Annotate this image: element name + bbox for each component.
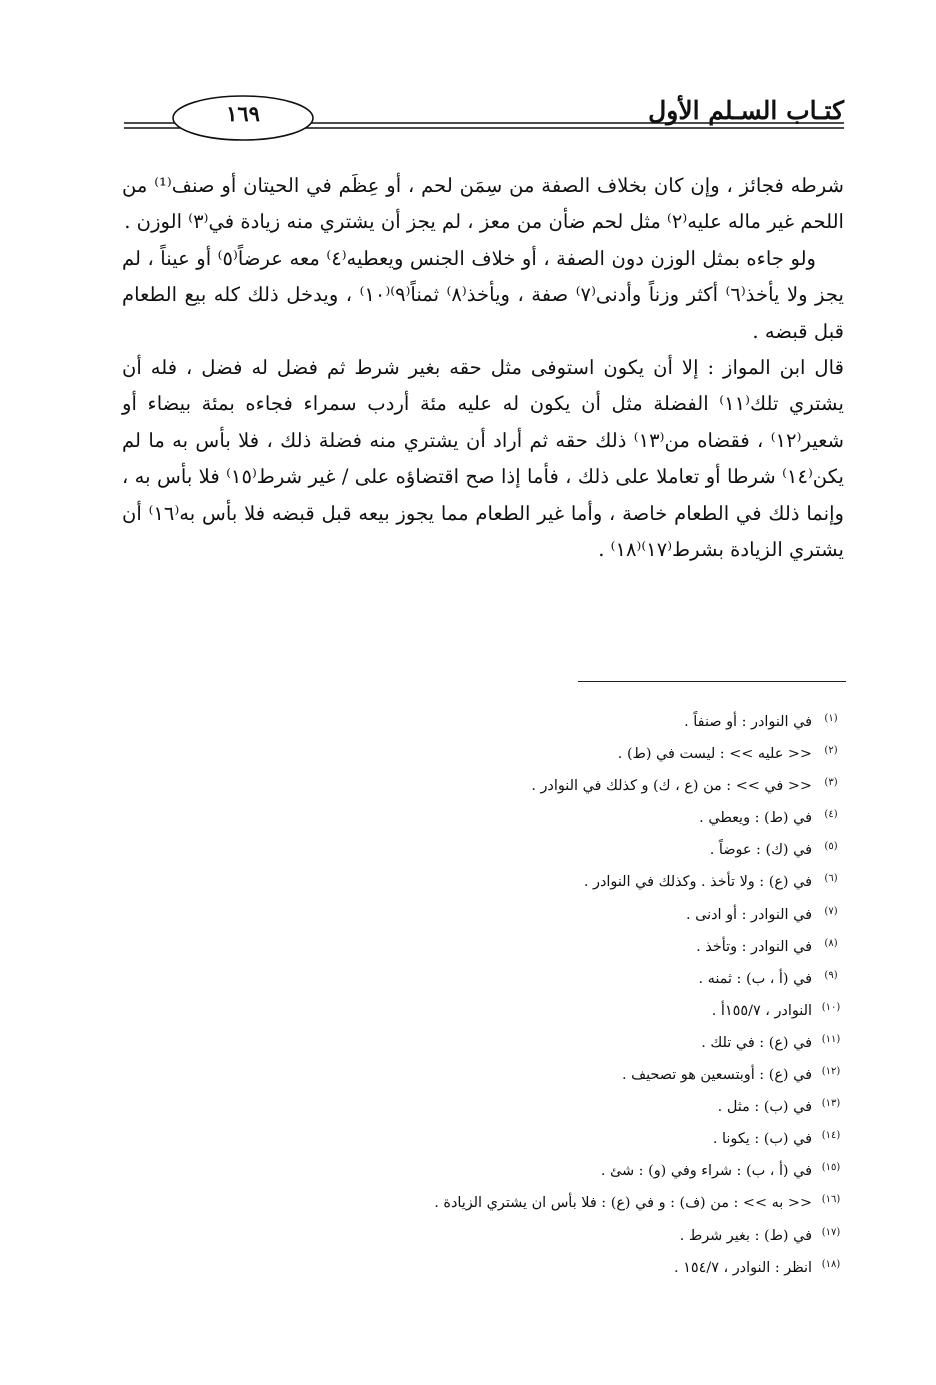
footnotes-list <box>324 706 844 1284</box>
page-header <box>124 88 844 148</box>
footnote-number: (١٧) <box>821 1226 841 1238</box>
footnote-number: (١٣) <box>821 1098 841 1110</box>
footnote-text: << في >> : من (ع ، ك) و كذلك في النوادر . <box>531 778 812 795</box>
footnote-item <box>324 1091 844 1123</box>
footnote-text: في (أ ، ب) : ثمنه . <box>698 970 812 987</box>
footnote-item <box>324 1123 844 1155</box>
footnote-number: (١١) <box>821 1033 841 1045</box>
footnote-text: في النوادر : أو ادنى . <box>685 906 812 923</box>
footnote-text: في (ط) : بغير شرط . <box>679 1227 812 1244</box>
footnote-item <box>324 770 844 802</box>
footnote-text: في النوادر : أو صنفاً . <box>684 714 812 730</box>
footnote-text: انظر : النوادر ، ١٥٤/٧ . <box>674 1259 812 1276</box>
footnote-item <box>324 1155 844 1187</box>
footnote-text: في (ط) : ويعطي . <box>699 810 812 827</box>
footnote-text: << عليه >> : ليست في (ط) . <box>617 746 812 763</box>
footnote-item <box>324 963 844 995</box>
footnote-item <box>324 738 844 770</box>
footnote-number: (٦) <box>824 873 838 885</box>
footnote-text: النوادر ، ١٥٥/٧أ . <box>711 1002 812 1019</box>
footnote-text: في (ك) : عوضاً . <box>709 842 812 859</box>
footnote-number: (١٠) <box>821 1001 841 1013</box>
footnote-number: (١٨) <box>821 1258 841 1270</box>
footnote-text: في (ب) : مثل . <box>717 1099 812 1116</box>
footnote-text: في (أ ، ب) : شراء وفي (و) : شئ . <box>600 1163 812 1180</box>
footnote-number: (١٦) <box>821 1194 841 1206</box>
footnote-number: (١٤) <box>821 1130 841 1142</box>
footnote-text: في النوادر : وتأخذ . <box>696 938 812 955</box>
page-number: ١٦٩ <box>226 101 260 126</box>
footnote-number: (١٥) <box>821 1162 841 1174</box>
footnote-text: في (ب) : يكونا . <box>712 1131 812 1148</box>
book-title: كتـاب السـلم الأول <box>648 96 844 125</box>
paragraph-1: شرطه فجائز ، وإن كان بخلاف الصفة من سِمَن لحم ، أو عِظَم في الحيتان أو صنف⁽¹⁾ من اللحم غير ماله عليه⁽٢⁾ مثل لحم ضأن من معز ، لم يجز أن يشتري منه زيادة في⁽٣⁾ الوزن . <box>122 174 845 234</box>
footnote-item <box>324 802 844 834</box>
footnote-number: (٧) <box>824 905 838 917</box>
footnote-item <box>324 995 844 1027</box>
footnote-number: (٤) <box>824 809 838 821</box>
footnote-item <box>324 1059 844 1091</box>
footnote-item <box>324 866 844 898</box>
footnote-number: (١) <box>824 713 838 724</box>
footnote-item <box>324 706 844 738</box>
paragraph-3: قال ابن المواز : إلا أن يكون استوفى مثل حقه بغير شرط ثم فضل له فضل ، فله أن يشتري تلك⁽١١⁾ الفضلة مثل أن يكون له عليه مئة أردب سمراء فجاءه بمئة بيضاء أو شعير⁽١٢⁾ ، فقضاه من⁽١٣⁾ ذلك حقه ثم أراد أن يشتري منه فضلة ذلك ، فلا بأس به ما لم يكن⁽١٤⁾ شرطا أو تعاملا على ذلك ، فأما إذا صح اقتضاؤه على / غير شرط⁽١٥⁾ فلا بأس به ، وإنما ذلك في الطعام خاصة ، وأما غير الطعام مما يجوز بيعه قبل قبضه فلا بأس به⁽١٦⁾ أن يشتري الزيادة بشرط⁽١٧⁾⁽١٨⁾ . <box>122 356 844 562</box>
footnote-item <box>324 1252 844 1284</box>
footnote-text: في (ع) : أوبتسعين هو تصحيف . <box>622 1067 812 1084</box>
footnote-number: (٩) <box>824 969 838 981</box>
footnote-number: (٣) <box>824 777 838 789</box>
footnote-text: في (ع) : ولا تأخذ . وكذلك في النوادر . <box>583 874 812 891</box>
footnote-item <box>324 931 844 963</box>
footnote-number: (٥) <box>824 841 838 853</box>
footnote-item <box>324 1220 844 1252</box>
footnote-number: (٨) <box>824 937 838 949</box>
footnote-text: في (ع) : في تلك . <box>701 1034 812 1051</box>
footnote-item <box>324 1187 844 1219</box>
footnote-number: (٢) <box>824 745 838 757</box>
paragraph-2: ولو جاءه بمثل الوزن دون الصفة ، أو خلاف الجنس ويعطيه⁽٤⁾ معه عرضاً⁽٥⁾ أو عيناً ، لم يجز ولا يأخذ⁽٦⁾ أكثر وزناً وأدنى⁽٧⁾ صفة ، ويأخذ⁽٨⁾ ثمناً⁽٩⁾⁽١٠⁾ ، ويدخل ذلك كله بيع الطعام قبل قبضه . <box>122 246 844 343</box>
footnote-number: (١٢) <box>821 1066 841 1078</box>
main-text <box>122 168 844 568</box>
footnote-item <box>324 834 844 866</box>
footnote-text: << به >> : من (ف) : و في (ع) : فلا بأس ان يشتري الزيادة . <box>434 1195 812 1212</box>
footnote-item <box>324 1027 844 1059</box>
footnote-item <box>324 899 844 931</box>
footnote-separator <box>578 681 846 682</box>
